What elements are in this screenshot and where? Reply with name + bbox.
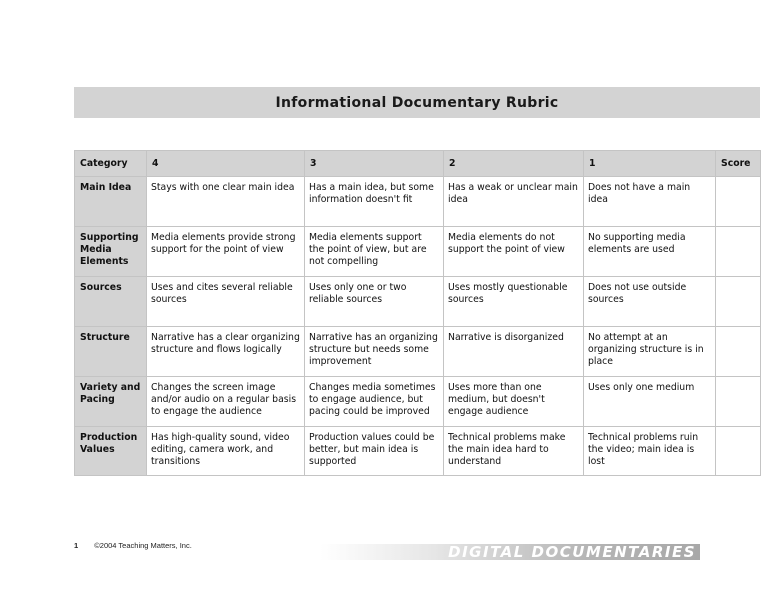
row-category: Production Values <box>75 427 147 476</box>
page-title: Informational Documentary Rubric <box>275 94 559 111</box>
title-bar <box>74 87 760 118</box>
score-cell[interactable] <box>716 277 761 327</box>
rubric-cell: Narrative has a clear organizing structure and flows logically <box>147 327 305 377</box>
rubric-cell: Changes the screen image and/or audio on a regular basis to engage the audience <box>147 377 305 427</box>
score-cell[interactable] <box>716 177 761 227</box>
copyright-text: ©2004 Teaching Matters, Inc. <box>94 541 192 550</box>
rubric-cell: Has a weak or unclear main idea <box>444 177 584 227</box>
rubric-cell: Changes media sometimes to engage audience, but pacing could be improved <box>305 377 444 427</box>
rubric-table <box>74 150 761 476</box>
brand-logo-text: DIGITAL DOCUMENTARIES <box>448 543 696 561</box>
row-category: Sources <box>75 277 147 327</box>
score-cell[interactable] <box>716 327 761 377</box>
rubric-cell: Production values could be better, but main idea is supported <box>305 427 444 476</box>
score-cell[interactable] <box>716 427 761 476</box>
row-category: Variety and Pacing <box>75 377 147 427</box>
table-row <box>75 227 761 277</box>
table-row <box>75 327 761 377</box>
table-row <box>75 427 761 476</box>
column-header-category: Category <box>75 151 147 177</box>
column-header-3: 3 <box>305 151 444 177</box>
column-header-2: 2 <box>444 151 584 177</box>
rubric-cell: Has high-quality sound, video editing, camera work, and transitions <box>147 427 305 476</box>
rubric-cell: Media elements support the point of view, but are not compelling <box>305 227 444 277</box>
score-cell[interactable] <box>716 227 761 277</box>
rubric-cell: Media elements provide strong support for the point of view <box>147 227 305 277</box>
table-row <box>75 377 761 427</box>
rubric-cell: Does not use outside sources <box>584 277 716 327</box>
rubric-cell: Technical problems ruin the video; main idea is lost <box>584 427 716 476</box>
column-header-score: Score <box>716 151 761 177</box>
brand-banner <box>320 544 700 560</box>
column-header-4: 4 <box>147 151 305 177</box>
rubric-cell: Stays with one clear main idea <box>147 177 305 227</box>
row-category: Supporting Media Elements <box>75 227 147 277</box>
table-header-row <box>75 151 761 177</box>
rubric-cell: No attempt at an organizing structure is in place <box>584 327 716 377</box>
rubric-cell: Does not have a main idea <box>584 177 716 227</box>
rubric-cell: Narrative has an organizing structure but needs some improvement <box>305 327 444 377</box>
rubric-cell: Uses mostly questionable sources <box>444 277 584 327</box>
table-row <box>75 177 761 227</box>
rubric-cell: Media elements do not support the point of view <box>444 227 584 277</box>
page-number: 1 <box>74 541 79 550</box>
row-category: Structure <box>75 327 147 377</box>
rubric-cell: Uses more than one medium, but doesn't engage audience <box>444 377 584 427</box>
footer <box>74 541 192 550</box>
rubric-cell: No supporting media elements are used <box>584 227 716 277</box>
rubric-cell: Uses and cites several reliable sources <box>147 277 305 327</box>
rubric-cell: Uses only one medium <box>584 377 716 427</box>
rubric-cell: Uses only one or two reliable sources <box>305 277 444 327</box>
score-cell[interactable] <box>716 377 761 427</box>
row-category: Main Idea <box>75 177 147 227</box>
rubric-cell: Has a main idea, but some information doesn't fit <box>305 177 444 227</box>
column-header-1: 1 <box>584 151 716 177</box>
rubric-cell: Narrative is disorganized <box>444 327 584 377</box>
table-row <box>75 277 761 327</box>
rubric-cell: Technical problems make the main idea hard to understand <box>444 427 584 476</box>
